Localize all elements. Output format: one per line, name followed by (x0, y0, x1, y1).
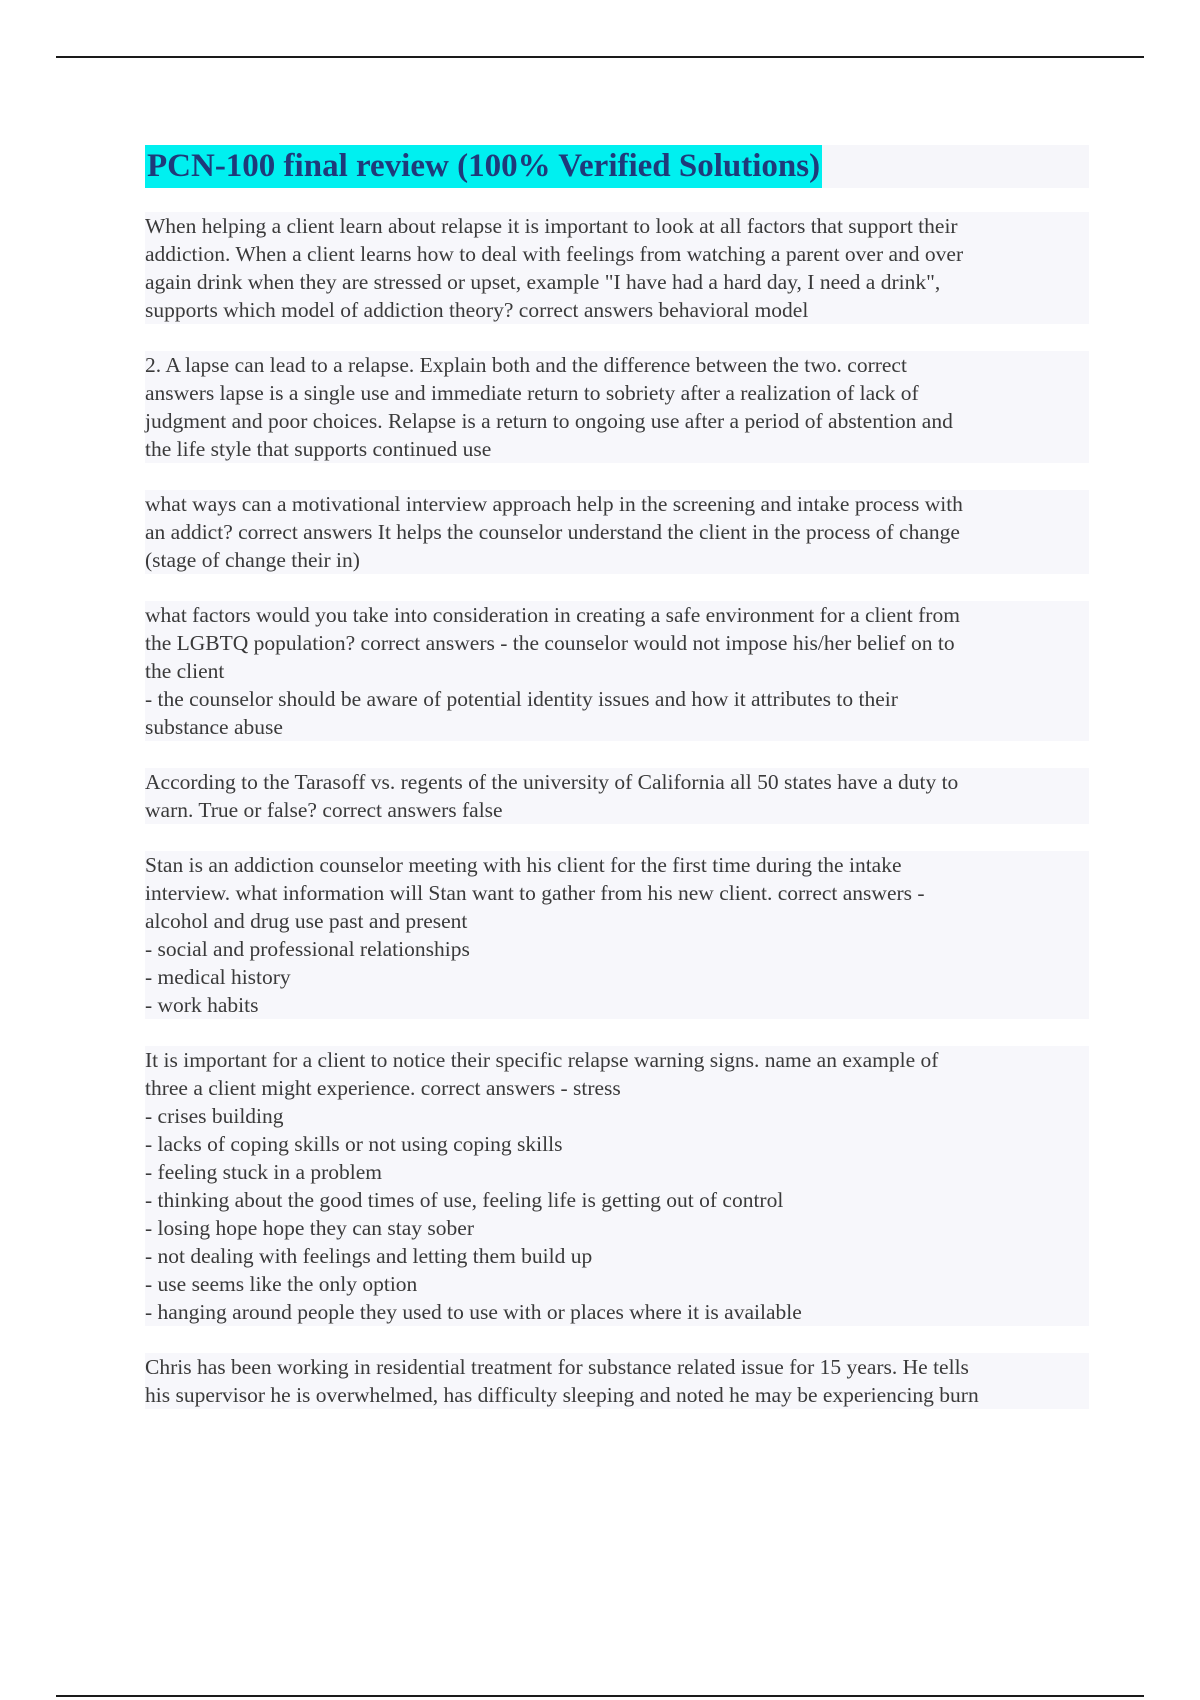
text-line: - crises building (145, 1104, 284, 1128)
text-line: 2. A lapse can lead to a relapse. Explain both and the difference between the two. correct (145, 353, 907, 377)
document-title: PCN-100 final review (100% Verified Solutions) (145, 145, 822, 188)
text-line: - feeling stuck in a problem (145, 1160, 383, 1184)
text-line: his supervisor he is overwhelmed, has difficulty sleeping and noted he may be experiencing burn (145, 1383, 979, 1407)
text-line: Chris has been working in residential treatment for substance related issue for 15 years. He tells (145, 1355, 969, 1379)
text-line: what ways can a motivational interview approach help in the screening and intake process with (145, 492, 963, 516)
text-line: It is important for a client to notice their specific relapse warning signs. name an example of (145, 1048, 939, 1072)
qa-block-3 (145, 490, 1089, 574)
text-line: again drink when they are stressed or upset, example "I have had a hard day, I need a drink", (145, 270, 941, 294)
text-line: When helping a client learn about relapse it is important to look at all factors that support their (145, 214, 958, 238)
text-line: three a client might experience. correct answers - stress (145, 1076, 621, 1100)
text-line: the life style that supports continued use (145, 437, 492, 461)
footer-rule (56, 1695, 1144, 1697)
text-line: addiction. When a client learns how to deal with feelings from watching a parent over and over (145, 242, 964, 266)
text-line: - work habits (145, 993, 259, 1017)
text-line: (stage of change their in) (145, 548, 360, 572)
qa-block-5 (145, 768, 1089, 824)
document-body (145, 145, 1089, 1436)
qa-block-8 (145, 1353, 1089, 1409)
qa-block-4 (145, 601, 1089, 741)
qa-block-6 (145, 851, 1089, 1019)
text-line: According to the Tarasoff vs. regents of the university of California all 50 states have a duty to (145, 770, 959, 794)
text-line: the client (145, 659, 225, 683)
text-line: - hanging around people they used to use with or places where it is available (145, 1300, 802, 1324)
qa-block-7 (145, 1046, 1089, 1326)
text-line: answers lapse is a single use and immediate return to sobriety after a realization of lack of (145, 381, 919, 405)
qa-block-2 (145, 351, 1089, 463)
text-line: - use seems like the only option (145, 1272, 418, 1296)
text-line: alcohol and drug use past and present (145, 909, 468, 933)
qa-block-1 (145, 212, 1089, 324)
text-line: the LGBTQ population? correct answers - the counselor would not impose his/her belief on to (145, 631, 955, 655)
title-bar (145, 145, 1089, 188)
text-line: warn. True or false? correct answers false (145, 798, 503, 822)
text-line: supports which model of addiction theory? correct answers behavioral model (145, 298, 809, 322)
text-line: - the counselor should be aware of potential identity issues and how it attributes to their (145, 687, 898, 711)
text-line: interview. what information will Stan want to gather from his new client. correct answers - (145, 881, 925, 905)
text-line: judgment and poor choices. Relapse is a return to ongoing use after a period of abstention and (145, 409, 953, 433)
header-rule (56, 56, 1144, 58)
text-line: substance abuse (145, 715, 283, 739)
text-line: - lacks of coping skills or not using coping skills (145, 1132, 563, 1156)
text-line: Stan is an addiction counselor meeting with his client for the first time during the intake (145, 853, 902, 877)
text-line: - not dealing with feelings and letting them build up (145, 1244, 593, 1268)
text-line: - thinking about the good times of use, feeling life is getting out of control (145, 1188, 784, 1212)
text-line: an addict? correct answers It helps the counselor understand the client in the process of change (145, 520, 960, 544)
text-line: - medical history (145, 965, 291, 989)
text-line: - losing hope hope they can stay sober (145, 1216, 474, 1240)
text-line: what factors would you take into consideration in creating a safe environment for a client from (145, 603, 960, 627)
text-line: - social and professional relationships (145, 937, 470, 961)
